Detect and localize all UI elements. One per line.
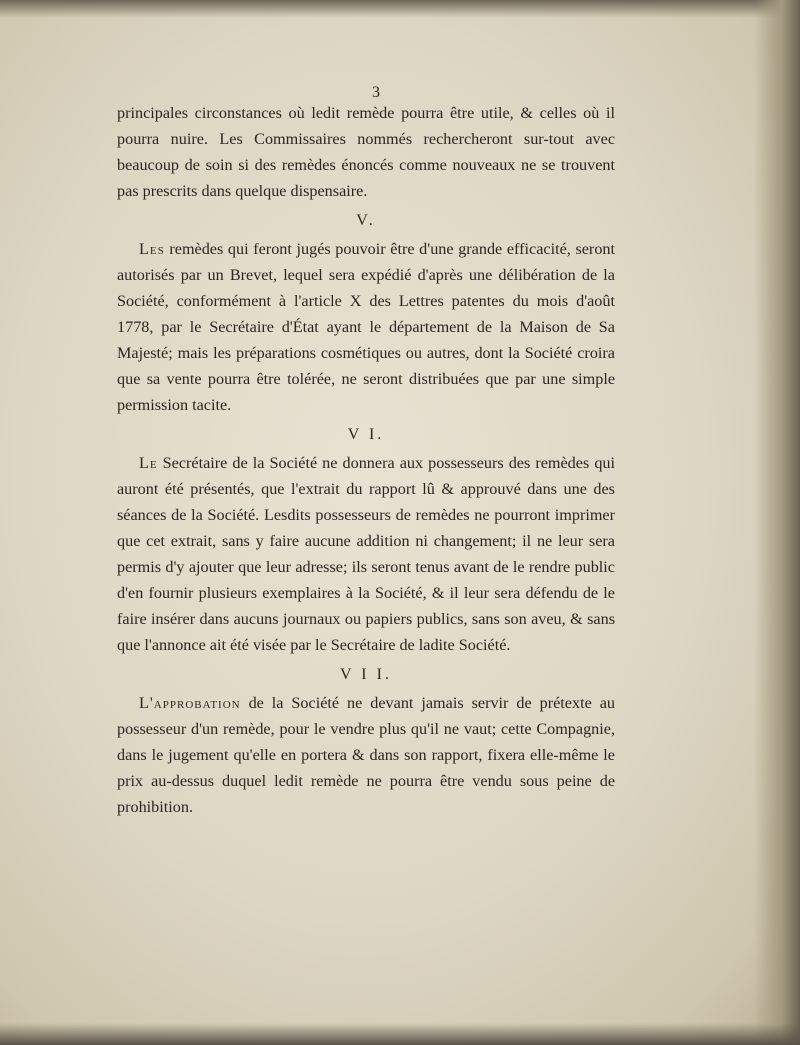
section-vi-heading: V I. [347, 426, 385, 443]
page-edge-shadow-bottom [0, 1023, 800, 1045]
section-v-text: remèdes qui feront jugés pouvoir être d'une grande efficacité, seront autorisés par un Brevet, lequel sera expédié d'après une délibération de la Société, conformément à l'article X des Lettres patentes du mois d'août 1778, par le Secrétaire d'État ayant le département de la Maison de Sa Majesté; mais les préparations cosmétiques ou autres, dont la Société croira que sa vente pourra être tolérée, ne seront distribuées que par une simple permission tacite. [117, 240, 615, 414]
section-vii-text: de la Société ne devant jamais servir de prétexte au possesseur d'un remède, pour le vendre plus qu'il ne vaut; cette Compagnie, dans le jugement qu'elle en portera & dans son rapport, fixera elle-même le prix au-dessus duquel ledit remède ne pourra être vendu sous peine de prohibition. [117, 694, 615, 816]
section-v-paragraph [117, 236, 615, 418]
page-edge-shadow-top [0, 0, 800, 18]
section-vii-heading: V I I. [340, 666, 392, 683]
page-number: 3 [372, 84, 380, 101]
page-edge-shadow-right [754, 0, 800, 1045]
section-vii-paragraph [117, 690, 615, 820]
section-vi-text: Secrétaire de la Société ne donnera aux possesseurs des remèdes qui auront été présentés, que l'extrait du rapport lû & approuvé dans une des séances de la Société. Lesdits possesseurs de remèdes ne pourront imprimer que cet extrait, sans y faire aucune addition ni changement; il ne leur sera permis d'y ajouter que leur adresse; ils seront tenus avant de le rendre public d'en fournir plusieurs exemplaires à la Société, & il leur sera défendu de le faire insérer dans aucuns journaux ou papiers publics, sans son aveu, & sans que l'annonce ait été visée par le Secrétaire de ladite Société. [117, 454, 615, 654]
intro-paragraph: principales circonstances où ledit remède pourra être utile, & celles où il pourra nuire. Les Commissaires nommés rechercheront sur-tout avec beaucoup de soin si des remèdes énoncés comme nouveaux ne se trouvent pas prescrits dans quelque dispensaire. [117, 104, 615, 200]
section-v-lead-word: Les [139, 240, 165, 258]
section-vi-paragraph [117, 450, 615, 658]
section-v-heading: V. [356, 212, 376, 229]
text-block [117, 86, 615, 820]
section-vii-lead-word: L'approbation [139, 694, 241, 712]
section-vi-lead-word: Le [139, 454, 158, 472]
